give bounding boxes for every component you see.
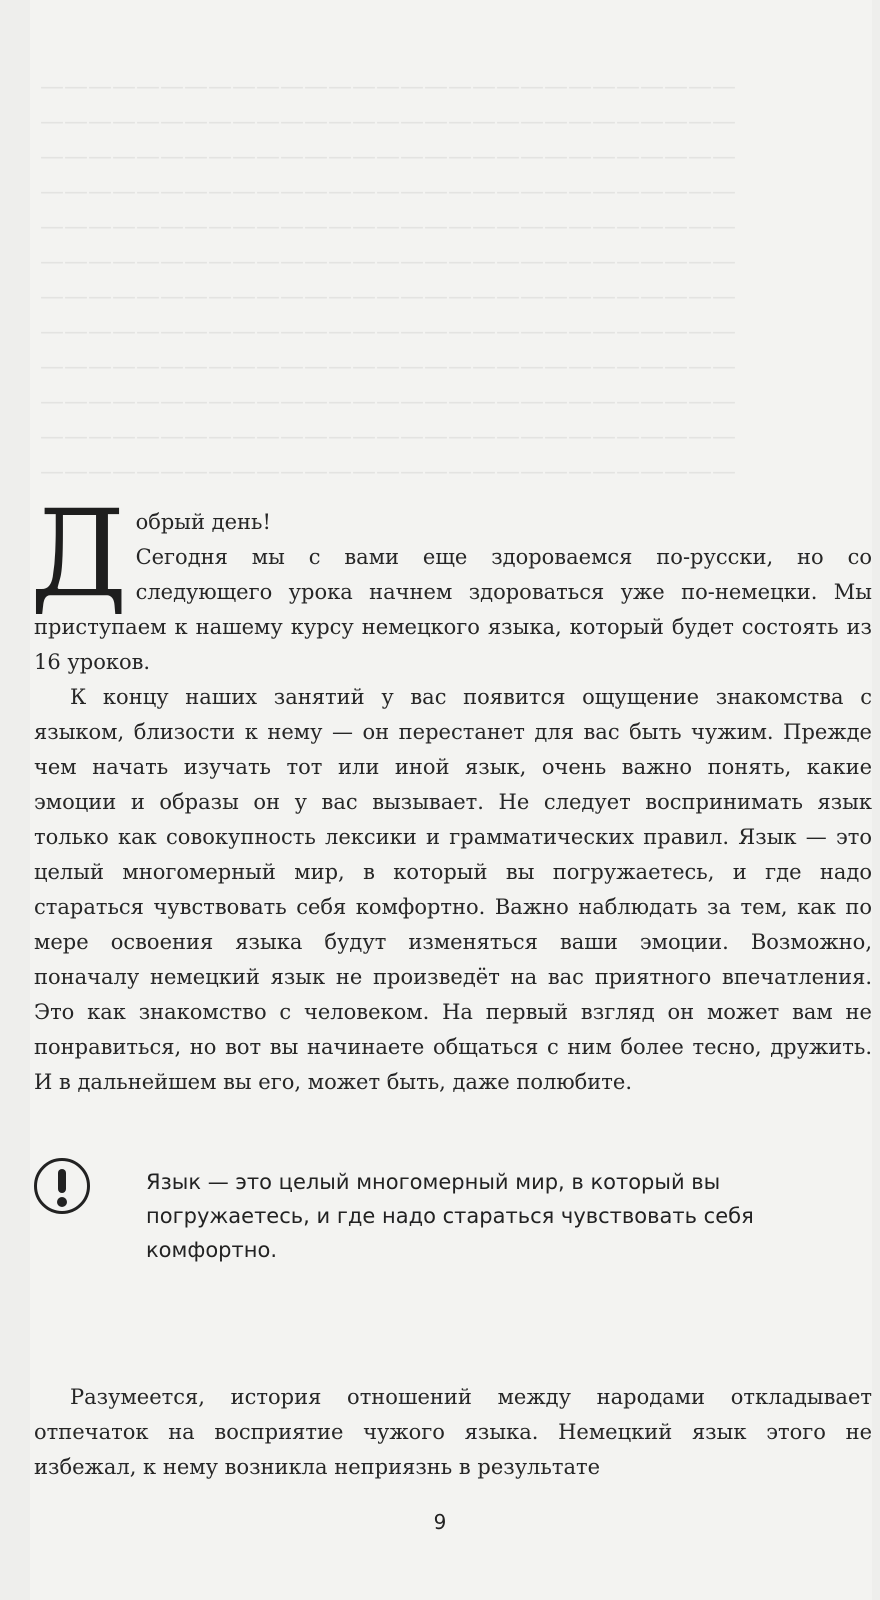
callout-box <box>34 1153 864 1273</box>
bleed-through-texture: ————————————————————————————— ————————————————————————————— ————————————————————————————— ————————————————————————————— ————————————————————————————— ————————————————————————————— ————————————————————————————— ————————————————————————————— ————————————————————————————— ————————————————————————————— ————————————————————————————— ————————————————————————————— <box>40 72 736 485</box>
paragraph-3: Разумеется, история отношений между народами откладывает отпечаток на восприятие чужого языка. Немецкий язык этого не избежал, к нему возникла неприязнь в результате <box>34 1385 872 1479</box>
page-number: 9 <box>433 1510 447 1534</box>
outro-paragraph <box>34 1380 872 1485</box>
greeting: обрый день! <box>135 510 271 534</box>
intro-paragraph <box>30 485 872 1100</box>
exclamation-circle-icon <box>34 1158 90 1214</box>
intro-text: Сегодня мы с вами еще здороваемся по-русски, но со следующего урока начнем здороваться уже по-немецки. Мы приступаем к нашему курсу немецкого языка, который будет состоять из 16 уроков. <box>34 545 872 674</box>
paragraph-2: К концу наших занятий у вас появится ощущение знакомства с языком, близости к нему — он перестанет для вас быть чужим. Прежде чем начать изучать тот или иной язык, очень важно понять, какие эмоции и образы он у вас вызывает. Не следует воспринимать язык только как совокупность лексики и грамматических правил. Язык — это целый многомерный мир, в который вы погружаетесь, и где надо стараться чувствовать себя комфортно. Важно наблюдать за тем, как по мере освоения языка будут изменяться ваши эмоции. Возможно, поначалу немецкий язык не произведёт на вас приятного впечатления. Это как знакомство с человеком. На первый взгляд он может вам не понравиться, но вот вы начинаете общаться с ним более тесно, дружить. И в дальнейшем вы его, может быть, даже полюбите. <box>34 685 872 1094</box>
callout-text: Язык — это целый многомерный мир, в который вы погружаетесь, и где надо стараться чувствовать себя комфортно. <box>146 1170 754 1262</box>
drop-cap: Д <box>30 485 128 624</box>
